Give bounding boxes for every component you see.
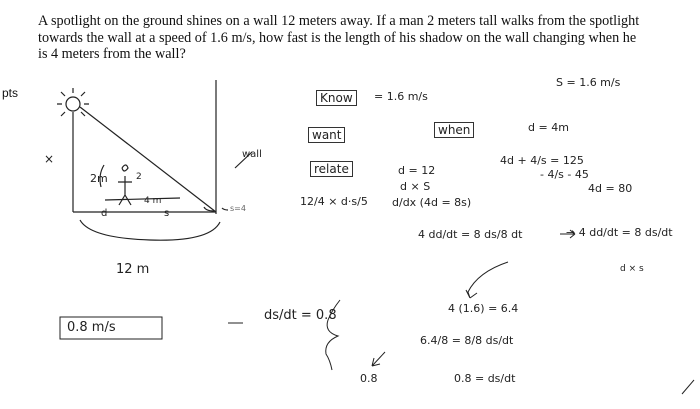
sub-3: 0.8 = ds/dt [454, 372, 516, 385]
relate-2: d × S [400, 180, 431, 193]
diagram-d: d [101, 208, 108, 219]
spotlight-icon [66, 97, 80, 111]
result-ds-dt: ds/dt = 0.8 [264, 308, 337, 323]
deriv-1: 4 dd/dt = 8 ds/8 dt [418, 228, 523, 241]
diagram-s: s [164, 208, 170, 219]
diagram-wall: wall [242, 149, 262, 160]
diagram-sketch [57, 80, 252, 240]
diagram-4m: 4 m [144, 196, 162, 206]
know-expr: = 1.6 m/s [374, 90, 428, 103]
left-2: d/dx (4d = 8s) [392, 196, 472, 209]
diagram-s4: s=4 [230, 204, 246, 213]
left-1: 12/4 × d·s/5 [300, 195, 368, 208]
relate-4: - 4/s - 45 [540, 168, 589, 181]
dxs-note: d × s [620, 264, 644, 274]
relate-3: 4d + 4/s = 125 [500, 154, 584, 167]
sub-2: 6.4/8 = 8/8 ds/dt [420, 334, 514, 347]
relate-5: 4d = 80 [588, 182, 633, 195]
deriv-2: → 4 dd/dt = 8 ds/dt [566, 226, 673, 239]
relate-label: relate [310, 161, 353, 177]
brace [80, 220, 220, 240]
when-label: when [434, 122, 474, 138]
problem-statement: A spotlight on the ground shines on a wall 12 meters away. If a man 2 meters tall walks from the spotlight towards the wall at a speed of 1.6 m/s, how fast is the length of his shadow on the wall changing when he is 4 meters from the wall? [38, 13, 640, 62]
diagram-2: 2 [136, 172, 142, 182]
speed-top: S = 1.6 m/s [556, 76, 621, 89]
diagram-x: × [44, 152, 55, 166]
curve-arrow [466, 262, 508, 298]
relate-1: d = 12 [398, 164, 436, 177]
points-label: pts [2, 86, 19, 100]
sub-1: 4 (1.6) = 6.4 [448, 302, 519, 315]
when-expr: d = 4m [528, 121, 569, 134]
answer-text: 0.8 m/s [67, 320, 116, 335]
diagram-2m: 2m [90, 172, 108, 185]
result-08: 0.8 [360, 372, 378, 385]
want-label: want [308, 127, 345, 143]
know-label: Know [316, 90, 357, 106]
diagram-12m: 12 m [116, 262, 150, 277]
